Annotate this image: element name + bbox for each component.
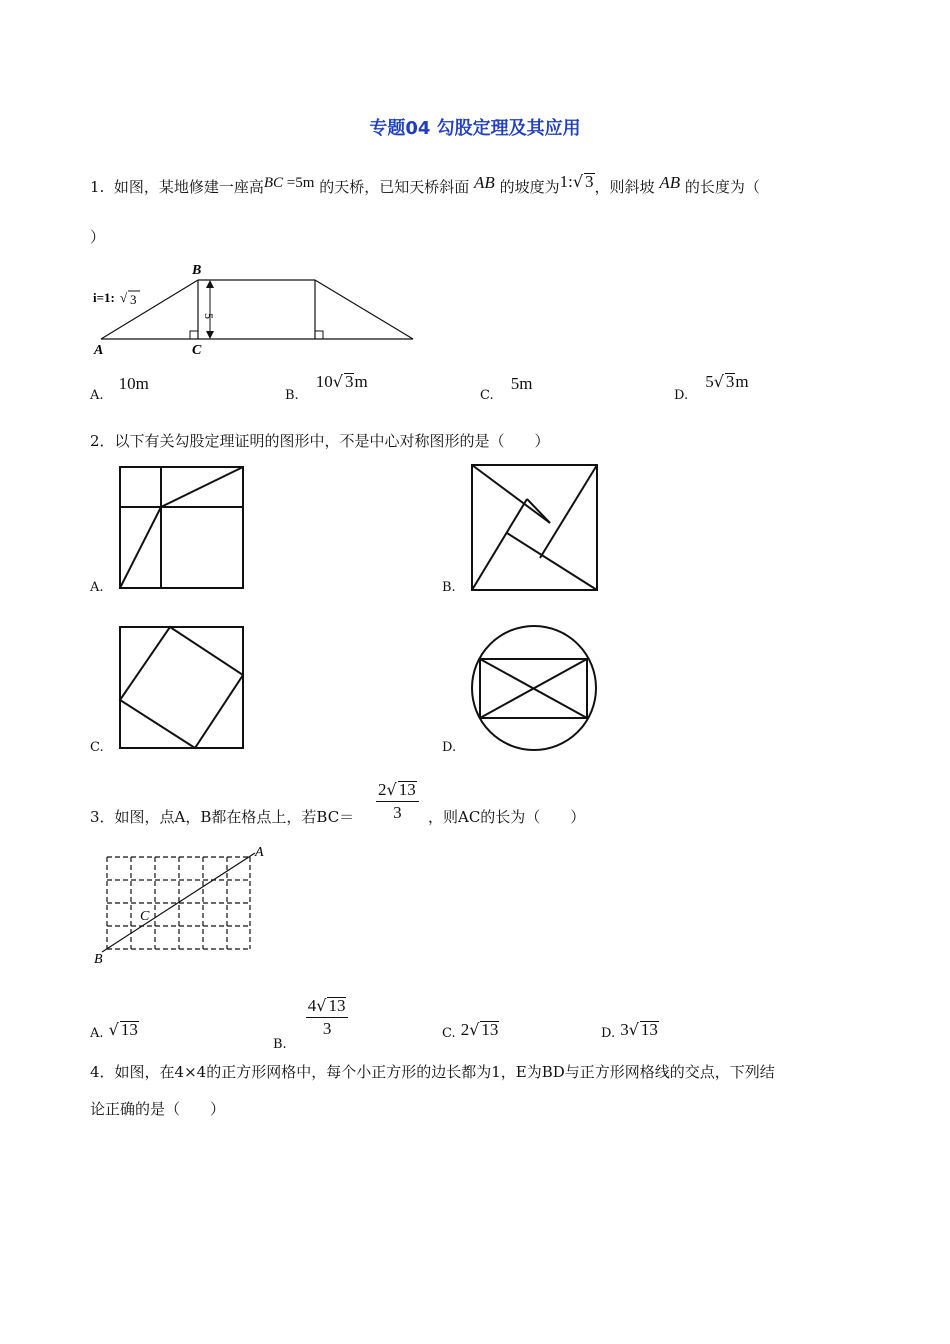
arrow-down-icon (206, 331, 214, 339)
slope-label: i=1: (93, 290, 115, 305)
option-unit: m (735, 372, 749, 391)
slope-right (315, 280, 413, 339)
sqrt-icon: √ (108, 1020, 119, 1039)
option-label: A. (90, 388, 104, 403)
right-angle-mark-left (190, 331, 198, 339)
q2-figure-d (468, 624, 600, 753)
option-value: 5m (510, 374, 533, 393)
frac-coef: 2 (378, 780, 387, 799)
option-rad: 13 (120, 1020, 138, 1039)
sqrt-icon: √ (469, 1020, 480, 1039)
question-4-line-1: 4．如图，在4×4的正方形网格中，每个小正方形的边长都为1，E为BD与正方形网格线的交点，下列结 (90, 1063, 775, 1081)
label-A: A (94, 343, 104, 358)
question-4-line-2: 论正确的是（ ） (90, 1100, 226, 1118)
option-rad: 3 (344, 372, 354, 391)
sqrt-icon: √ (713, 372, 724, 391)
arrow-up-icon (206, 280, 214, 288)
question-3-text (90, 806, 354, 828)
sqrt-icon: √ (386, 780, 397, 799)
q1-text-6: ） (90, 228, 106, 246)
q1-ratio-pre: 1: (559, 172, 573, 191)
option-value (620, 1020, 659, 1039)
question-1-text (90, 172, 760, 199)
option-value (109, 1020, 139, 1039)
q1-option-d[interactable] (674, 372, 749, 403)
sqrt-icon: √ (316, 996, 327, 1015)
sqrt-icon: √ (628, 1020, 639, 1039)
label-B: B (94, 952, 103, 967)
q1-bridge-figure (90, 255, 420, 360)
height-label: 5 (202, 313, 216, 319)
q1-option-b[interactable] (285, 372, 368, 403)
option-value: 10m (118, 374, 149, 393)
q1-number: 1. (90, 178, 105, 196)
option-rad: 13 (481, 1020, 499, 1039)
option-coef: 4 (307, 996, 317, 1015)
option-value (461, 1020, 500, 1039)
label-C: C (192, 343, 202, 358)
option-label: C. (442, 1026, 456, 1041)
option-coef: 10 (315, 372, 333, 391)
option-unit: m (354, 372, 368, 391)
q1-ab: AB (474, 173, 495, 192)
label-A: A (255, 845, 264, 860)
slope-rad: 3 (130, 292, 137, 307)
question-2-text: 2．以下有关勾股定理证明的图形中，不是中心对称图形的是（ ） (90, 432, 550, 450)
option-coef: 2 (460, 1020, 470, 1039)
option-rad: 13 (328, 996, 346, 1015)
q2-figure-a (118, 465, 246, 591)
q1-bc: BC (263, 175, 284, 191)
q1-option-a[interactable] (90, 374, 149, 403)
q3-option-c[interactable] (442, 1020, 499, 1040)
option-coef: 3 (620, 1020, 629, 1039)
slope-left (101, 280, 198, 339)
option-rad: 3 (725, 372, 735, 391)
q1-text-2: 的天桥，已知天桥斜面 (319, 178, 470, 196)
q3-text-1: 3．如图，点A，B都在格点上，若BC＝ (90, 808, 355, 826)
frac-rad: 13 (398, 780, 416, 799)
q1-text-4: ，则斜坡 (594, 178, 655, 196)
option-rad: 13 (640, 1020, 658, 1039)
q1-text-3: 的坡度为 (499, 178, 560, 196)
q3-grid-figure (92, 840, 272, 968)
label-B: B (192, 263, 202, 278)
option-label: D. (674, 388, 689, 403)
option-label: C. (480, 388, 494, 403)
q3-option-d[interactable] (601, 1020, 659, 1040)
q2-option-d[interactable]: D. (442, 740, 457, 755)
sqrt-icon: √ (332, 372, 343, 391)
q1-eq: =5m (283, 175, 315, 191)
q1-text-1: 如图，某地修建一座高 (113, 178, 264, 196)
right-angle-mark-right (315, 331, 323, 339)
option-label: A. (90, 1026, 104, 1041)
q3-bc-fraction (376, 780, 419, 823)
q1-ratio (560, 172, 595, 191)
option-label: D. (601, 1026, 616, 1041)
option-value (306, 996, 349, 1039)
q1-ratio-rad: 3 (585, 172, 594, 191)
label-C: C (140, 909, 150, 924)
q1-text-5: 的长度为（ (684, 178, 760, 196)
option-value (705, 372, 748, 391)
option-label: B. (285, 388, 299, 403)
sqrt-icon: √ (120, 290, 128, 305)
q2-figure-b (470, 463, 599, 592)
q3-option-b[interactable] (273, 996, 348, 1052)
q2-option-c[interactable]: C. (90, 740, 104, 755)
q1-ab-2: AB (659, 173, 681, 192)
q2-option-b[interactable]: B. (442, 580, 456, 595)
q2-option-a[interactable]: A. (90, 580, 104, 595)
q3-text-2: ，则AC的长为（ ） (428, 808, 586, 826)
sqrt-icon: √ (572, 172, 584, 191)
frac-den: 3 (393, 803, 402, 822)
option-coef: 5 (705, 372, 714, 391)
q3-option-a[interactable] (90, 1020, 139, 1040)
option-den: 3 (322, 1019, 332, 1038)
q2-figure-c (118, 625, 246, 751)
q1-option-c[interactable] (480, 374, 533, 403)
option-value (316, 372, 368, 391)
page-title: 专题04 勾股定理及其应用 (369, 118, 581, 139)
option-label: B. (273, 1037, 287, 1052)
